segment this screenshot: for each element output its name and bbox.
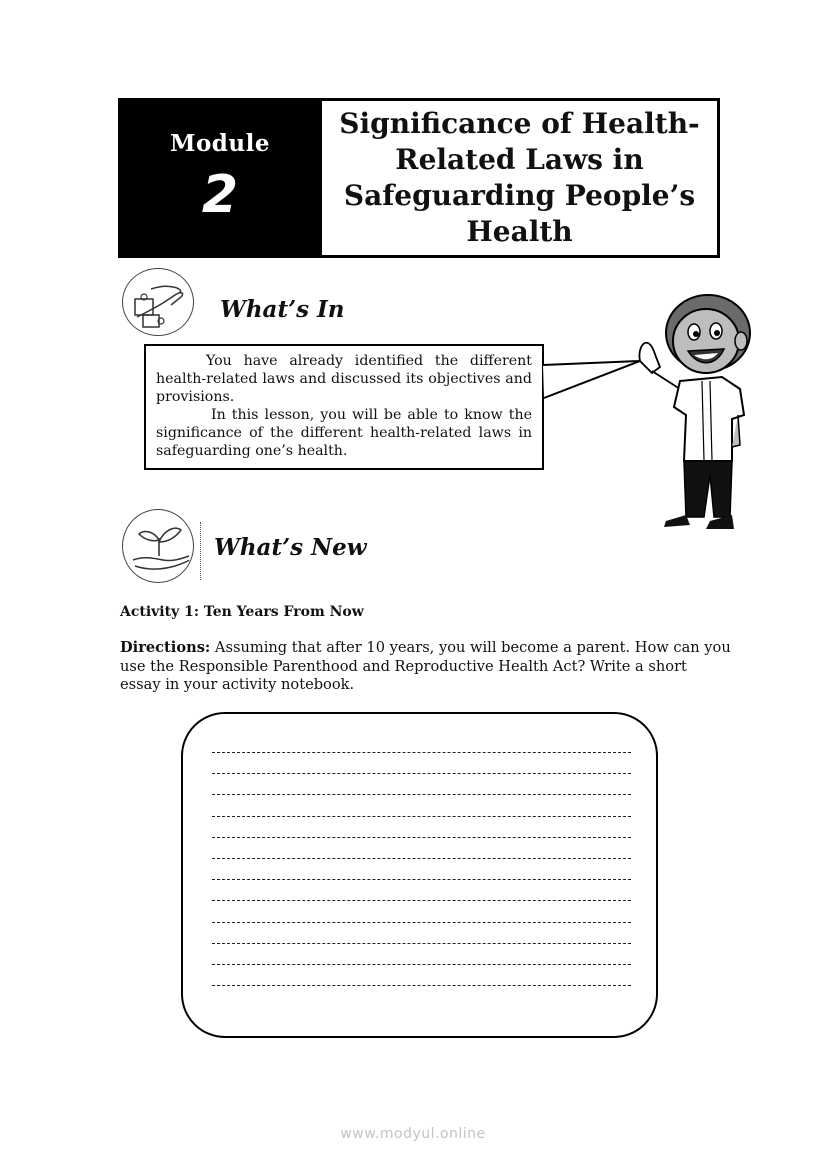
whats-new-heading: What’s New <box>214 534 367 561</box>
answer-line <box>212 752 631 753</box>
whats-in-heading: What’s In <box>220 296 345 323</box>
whats-in-paragraph-1: You have already identified the different health-related laws and discussed its objectives and provisions. <box>156 353 532 405</box>
hand-seedling-icon <box>122 509 194 583</box>
answer-line <box>212 985 631 986</box>
answer-line <box>212 858 631 859</box>
boy-illustration <box>540 285 760 535</box>
answer-line <box>212 922 631 923</box>
module-badge <box>121 101 322 255</box>
whats-in-paragraph-2: In this lesson, you will be able to know the significance of the different health-related laws in safeguarding one’s health. <box>156 407 532 459</box>
answer-line <box>212 837 631 838</box>
hand-puzzle-icon <box>122 268 194 336</box>
directions <box>120 639 732 695</box>
answer-line <box>212 794 631 795</box>
module-label: Module <box>170 129 270 157</box>
answer-line <box>212 900 631 901</box>
answer-line <box>212 964 631 965</box>
answer-line <box>212 773 631 774</box>
directions-text: Assuming that after 10 years, you will become a parent. How can you use the Responsible Parenthood and Reproductive Health Act? Write a short essay in your activity notebook. <box>120 639 731 693</box>
activity-title: Activity 1: Ten Years From Now <box>120 604 364 620</box>
answer-box <box>181 712 658 1038</box>
heading-divider <box>200 522 201 580</box>
module-number: 2 <box>201 164 239 225</box>
module-title: Significance of Health-Related Laws in Safeguarding People’s Health <box>339 107 700 248</box>
answer-line <box>212 816 631 817</box>
footer-watermark: www.modyul.online <box>340 1126 486 1142</box>
answer-line <box>212 943 631 944</box>
directions-label: Directions: <box>120 639 211 656</box>
module-header <box>118 98 720 258</box>
answer-line <box>212 879 631 880</box>
whats-in-callout <box>144 344 544 470</box>
